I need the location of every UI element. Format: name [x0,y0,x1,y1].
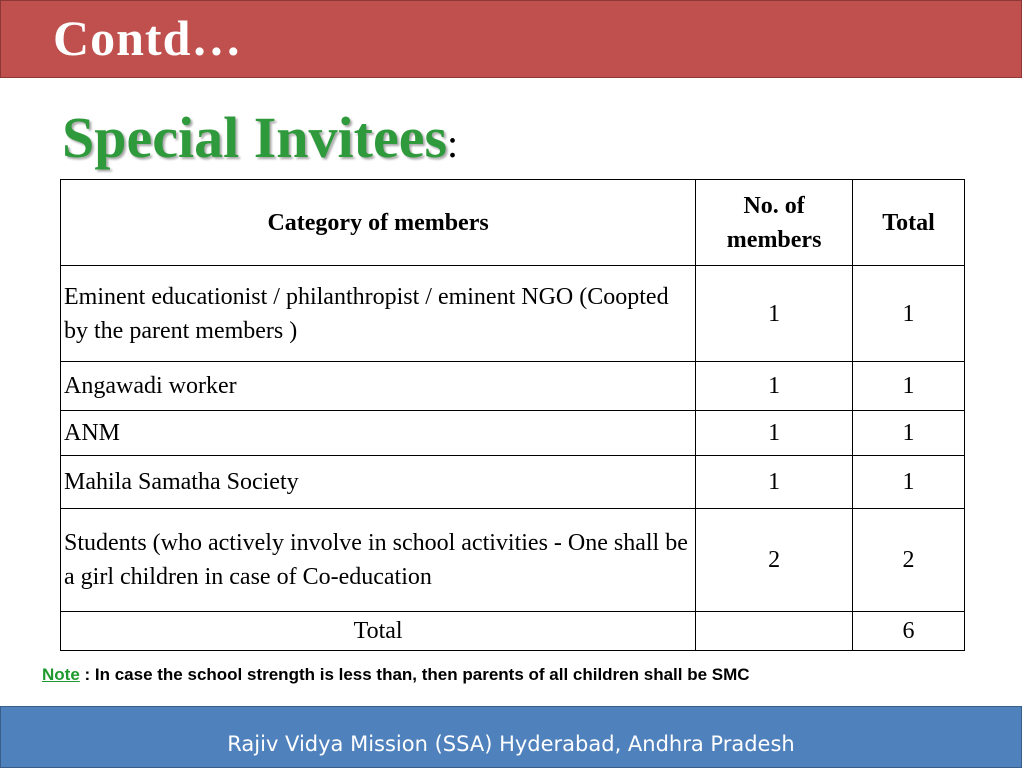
row-total: 1 [853,456,965,509]
table-row [61,362,965,411]
total-members [696,612,853,651]
row-category: Angawadi worker [61,362,696,411]
section-heading-colon: : [447,121,459,166]
footer-text: Rajiv Vidya Mission (SSA) Hyderabad, Andhra Pradesh [227,732,795,756]
note-label: Note [42,665,80,684]
section-heading-text: Special Invitees [62,105,448,170]
footer-bar [0,706,1022,768]
section-heading [62,102,458,180]
total-label: Total [61,612,696,651]
row-members: 1 [696,456,853,509]
row-total: 1 [853,362,965,411]
total-value: 6 [853,612,965,651]
slide-title: Contd… [53,10,243,66]
table-row [61,266,965,362]
table-header-row [61,180,965,266]
title-bar [0,0,1022,78]
row-members: 1 [696,411,853,456]
header-members: No. of members [696,180,853,266]
row-category: Eminent educationist / philanthropist / eminent NGO (Coopted by the parent members ) [61,266,696,362]
row-total: 1 [853,266,965,362]
row-members: 1 [696,266,853,362]
row-total: 2 [853,509,965,612]
row-category: Mahila Samatha Society [61,456,696,509]
header-category: Category of members [61,180,696,266]
header-total: Total [853,180,965,266]
note [42,665,750,685]
invitees-table [60,179,965,651]
table-row [61,411,965,456]
row-members: 1 [696,362,853,411]
table-row [61,456,965,509]
row-total: 1 [853,411,965,456]
row-category: Students (who actively involve in school activities - One shall be a girl children in case of Co-education [61,509,696,612]
table-row [61,509,965,612]
table-total-row [61,612,965,651]
row-category: ANM [61,411,696,456]
note-text: : In case the school strength is less than, then parents of all children shall be SMC [79,665,750,684]
row-members: 2 [696,509,853,612]
